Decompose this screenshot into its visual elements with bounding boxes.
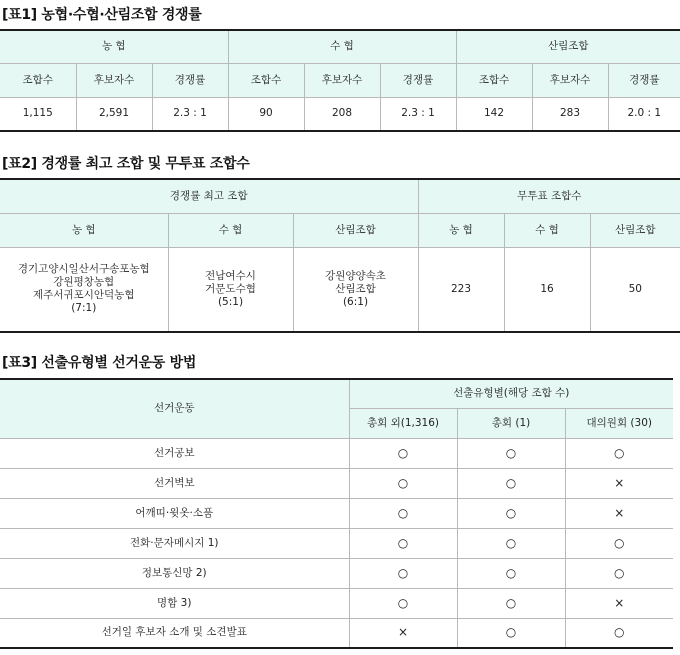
line: 강원평창농협 bbox=[53, 276, 115, 289]
t3-mark: ○ bbox=[457, 558, 565, 588]
t1-col: 조합수 bbox=[456, 63, 532, 97]
t2-cell-sl bbox=[293, 247, 418, 332]
t2-count: 16 bbox=[504, 247, 590, 332]
table1-title: [표1] 농협·수협·산림조합 경쟁률 bbox=[2, 7, 202, 23]
line: (5:1) bbox=[217, 295, 244, 308]
t3-mark: ○ bbox=[349, 528, 457, 558]
t2-col: 농 협 bbox=[0, 213, 168, 247]
t3-mark: ○ bbox=[457, 468, 565, 498]
t3-mark: ○ bbox=[565, 618, 673, 648]
t2-group-noevote: 무투표 조합수 bbox=[418, 179, 680, 213]
t3-mark: × bbox=[565, 588, 673, 618]
t1-col: 경쟁률 bbox=[380, 63, 456, 97]
t2-col: 산림조합 bbox=[293, 213, 418, 247]
t2-col: 수 협 bbox=[168, 213, 293, 247]
t1-cell: 2.0 : 1 bbox=[608, 97, 680, 131]
t1-cell: 90 bbox=[228, 97, 304, 131]
t3-col: 총회 외(1,316) bbox=[349, 408, 457, 438]
t1-col: 후보자수 bbox=[76, 63, 152, 97]
t1-cell: 2.3 : 1 bbox=[380, 97, 456, 131]
t2-count: 223 bbox=[418, 247, 504, 332]
t3-mark: ○ bbox=[565, 438, 673, 468]
t1-cell: 1,115 bbox=[0, 97, 76, 131]
t3-mark: × bbox=[565, 468, 673, 498]
t3-mark: ○ bbox=[349, 588, 457, 618]
t1-group-sl: 산림조합 bbox=[456, 30, 680, 63]
t3-mark: ○ bbox=[349, 558, 457, 588]
t3-row-label: 선거일 후보자 소개 및 소견발표 bbox=[0, 618, 349, 648]
t1-col: 경쟁률 bbox=[608, 63, 680, 97]
t3-col-method: 선거운동 bbox=[0, 379, 349, 438]
line: (6:1) bbox=[342, 295, 369, 308]
line: 제주서귀포시안덕농협 bbox=[33, 289, 135, 302]
t1-group-nh: 농 협 bbox=[0, 30, 228, 63]
t3-mark: ○ bbox=[457, 528, 565, 558]
t3-mark: ○ bbox=[565, 528, 673, 558]
t3-mark: × bbox=[349, 618, 457, 648]
line: 산림조합 bbox=[335, 282, 376, 295]
t2-count: 50 bbox=[590, 247, 680, 332]
t3-group: 선출유형별(해당 조합 수) bbox=[349, 379, 673, 408]
t3-mark: ○ bbox=[457, 588, 565, 618]
t1-col: 조합수 bbox=[228, 63, 304, 97]
t1-cell: 2.3 : 1 bbox=[152, 97, 228, 131]
t3-mark: ○ bbox=[457, 498, 565, 528]
t3-mark: ○ bbox=[349, 468, 457, 498]
t1-col: 조합수 bbox=[0, 63, 76, 97]
t3-row-label: 명함 3) bbox=[0, 588, 349, 618]
t1-col: 후보자수 bbox=[532, 63, 608, 97]
table1 bbox=[0, 29, 680, 132]
t1-cell: 142 bbox=[456, 97, 532, 131]
t3-row-label: 선거벽보 bbox=[0, 468, 349, 498]
t3-col: 총회 (1) bbox=[457, 408, 565, 438]
table3 bbox=[0, 378, 673, 649]
line: (7:1) bbox=[71, 302, 97, 315]
table2 bbox=[0, 178, 680, 333]
t3-mark: × bbox=[565, 498, 673, 528]
line: 전남여수시 bbox=[205, 269, 256, 282]
t3-mark: ○ bbox=[349, 498, 457, 528]
table3-title: [표3] 선출유형별 선거운동 방법 bbox=[2, 355, 197, 371]
t3-mark: ○ bbox=[457, 438, 565, 468]
t3-mark: ○ bbox=[457, 618, 565, 648]
t2-cell-nh bbox=[0, 247, 168, 332]
t3-col: 대의원회 (30) bbox=[565, 408, 673, 438]
t3-row-label: 어깨띠·윗옷·소품 bbox=[0, 498, 349, 528]
t1-cell: 208 bbox=[304, 97, 380, 131]
t2-cell-sh bbox=[168, 247, 293, 332]
line: 거문도수협 bbox=[205, 282, 256, 295]
t2-col: 산림조합 bbox=[590, 213, 680, 247]
t1-col: 후보자수 bbox=[304, 63, 380, 97]
t3-row-label: 선거공보 bbox=[0, 438, 349, 468]
t3-row-label: 정보통신망 2) bbox=[0, 558, 349, 588]
t2-col: 수 협 bbox=[504, 213, 590, 247]
t3-mark: ○ bbox=[349, 438, 457, 468]
line: 강원양양속초 bbox=[325, 269, 386, 282]
t2-group-top: 경쟁률 최고 조합 bbox=[0, 179, 418, 213]
t3-mark: ○ bbox=[565, 558, 673, 588]
line: 경기고양시일산서구송포농협 bbox=[17, 263, 150, 276]
t1-group-sh: 수 협 bbox=[228, 30, 456, 63]
table2-title: [표2] 경쟁률 최고 조합 및 무투표 조합수 bbox=[2, 156, 250, 172]
t1-cell: 283 bbox=[532, 97, 608, 131]
t1-col: 경쟁률 bbox=[152, 63, 228, 97]
t1-cell: 2,591 bbox=[76, 97, 152, 131]
t2-col: 농 협 bbox=[418, 213, 504, 247]
t3-row-label: 전화·문자메시지 1) bbox=[0, 528, 349, 558]
